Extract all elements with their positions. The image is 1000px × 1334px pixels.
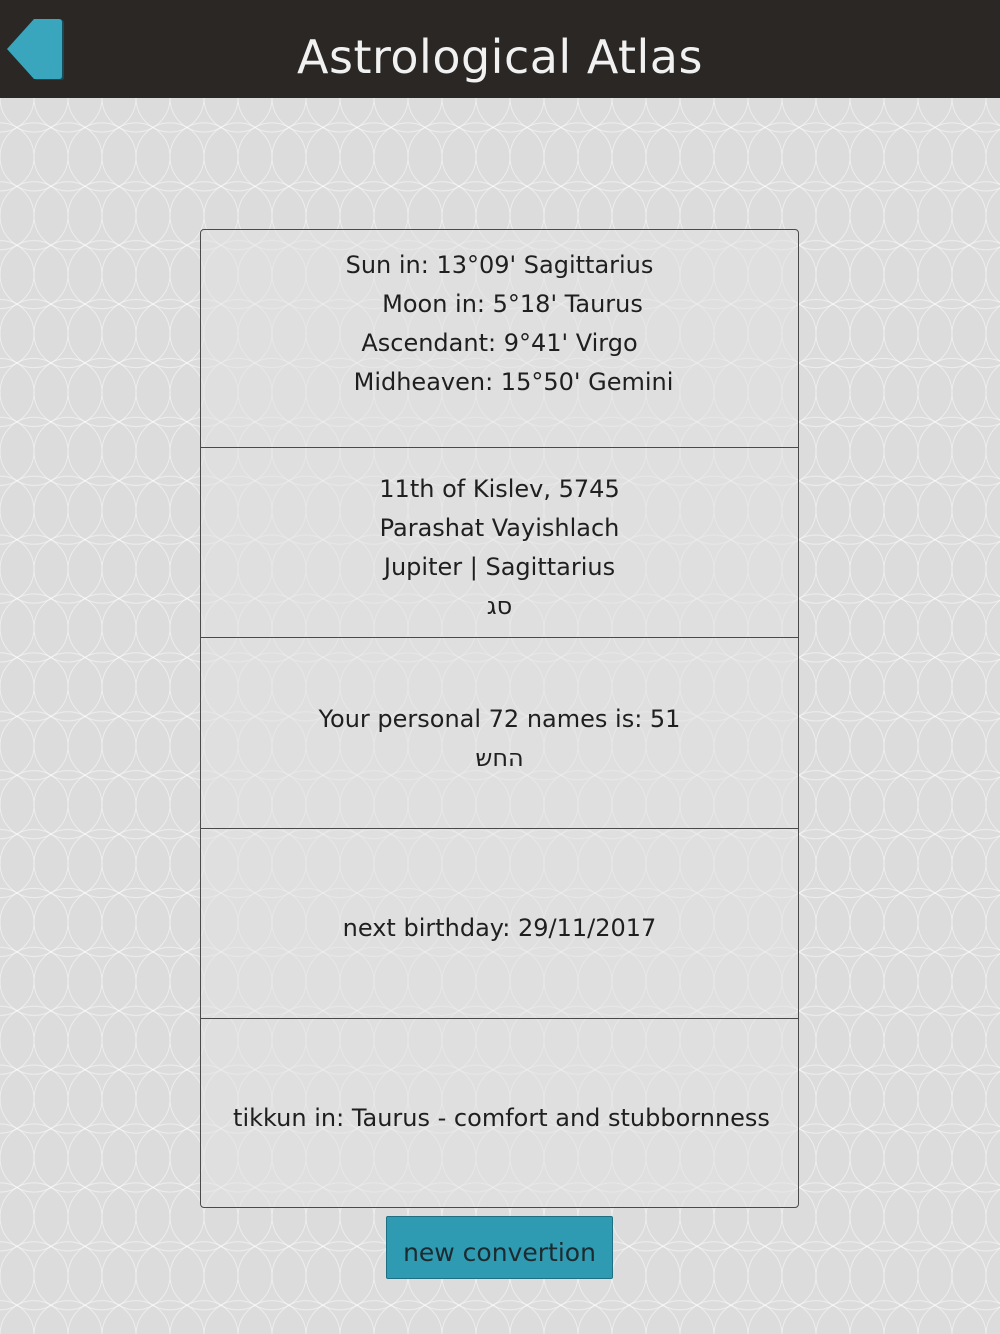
parasha: Parashat Vayishlach: [379, 514, 620, 542]
hebrew-date: 11th of Kislev, 5745: [379, 475, 620, 503]
back-arrow-icon: [6, 18, 66, 82]
results-panel: [200, 229, 799, 1208]
personal-name-card: [201, 637, 798, 828]
midheaven-position: Midheaven: 15°50' Gemini: [353, 368, 674, 396]
moon-position: Moon in: 5°18' Taurus: [382, 290, 643, 318]
tikkun-card: [201, 1018, 798, 1207]
hebrew-letters: סג: [486, 592, 513, 620]
personal-name-text: Your personal 72 names is: 51: [318, 705, 681, 733]
new-conversion-button[interactable]: new convertion: [386, 1216, 613, 1279]
back-button[interactable]: [6, 18, 66, 82]
planet-sign: Jupiter | Sagittarius: [383, 553, 616, 581]
next-birthday-card: [201, 828, 798, 1018]
tikkun: tikkun in: Taurus - comfort and stubbornness: [233, 1104, 770, 1132]
next-birthday: next birthday: 29/11/2017: [342, 914, 657, 942]
app-header: [0, 0, 1000, 98]
personal-name-letters: החש: [475, 744, 524, 772]
sun-position: Sun in: 13°09' Sagittarius: [345, 251, 654, 279]
ascendant-position: Ascendant: 9°41' Virgo: [361, 329, 638, 357]
chart-positions-card: [201, 230, 798, 447]
hebrew-date-card: [201, 447, 798, 637]
page-title: Astrological Atlas: [297, 30, 703, 84]
